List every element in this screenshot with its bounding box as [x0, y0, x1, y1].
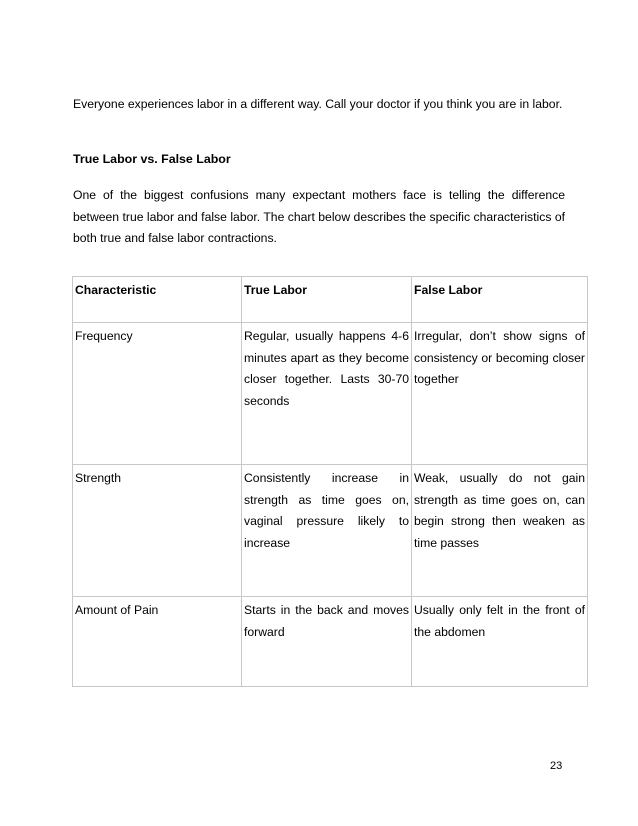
table-row [73, 323, 588, 465]
labor-comparison-table [72, 276, 588, 687]
cell-true-labor: Consistently increase in strength as time goes on, vaginal pressure likely to increase [242, 465, 412, 597]
table-row [73, 597, 588, 687]
page-number: 23 [550, 760, 563, 772]
cell-false-labor: Usually only felt in the front of the abdomen [412, 597, 588, 687]
cell-true-labor: Regular, usually happens 4-6 minutes apart as they become closer together. Lasts 30-70 seconds [242, 323, 412, 465]
header-false-labor: False Labor [412, 277, 588, 323]
body-paragraph: One of the biggest confusions many expectant mothers face is telling the difference between true labor and false labor. The chart below describes the specific characteristics of both true and false labor contractions. [73, 188, 565, 245]
section-heading: True Labor vs. False Labor [73, 152, 231, 166]
cell-false-labor: Weak, usually do not gain strength as time goes on, can begin strong then weaken as time passes [412, 465, 588, 597]
header-true-labor: True Labor [242, 277, 412, 323]
table-header-row [73, 277, 588, 323]
cell-characteristic: Amount of Pain [73, 597, 242, 687]
intro-paragraph: Everyone experiences labor in a different way. Call your doctor if you think you are in labor. [73, 97, 563, 111]
cell-characteristic: Frequency [73, 323, 242, 465]
cell-true-labor: Starts in the back and moves forward [242, 597, 412, 687]
cell-false-labor: Irregular, don’t show signs of consistency or becoming closer together [412, 323, 588, 465]
table-row [73, 465, 588, 597]
cell-characteristic: Strength [73, 465, 242, 597]
header-characteristic: Characteristic [73, 277, 242, 323]
